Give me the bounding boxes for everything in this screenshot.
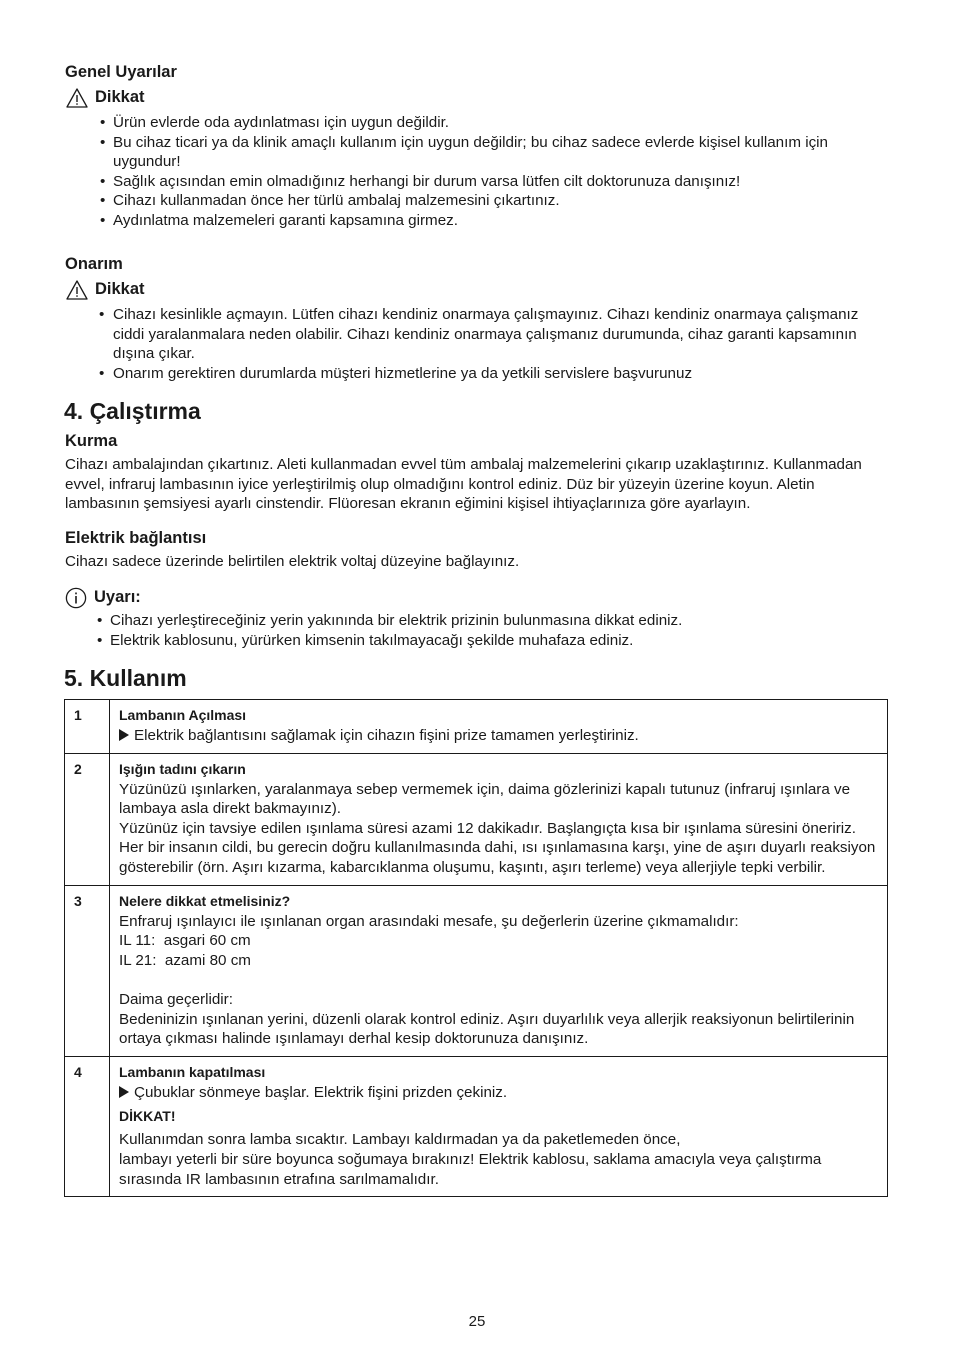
step-content bbox=[110, 1056, 888, 1196]
warning-triangle-icon bbox=[66, 88, 88, 108]
list-item: • Elektrik kablosunu, yürürken kimsenin takılmayacağı şekilde muhafaza ediniz. bbox=[97, 631, 887, 651]
table-row bbox=[65, 753, 888, 885]
general-warnings-list bbox=[100, 113, 890, 231]
operation-warning bbox=[65, 587, 141, 609]
step-text: lambayı yeterli bir süre boyunca soğumaya bırakınız! Elektrik kablosu, saklama amacıyla veya çalıştırma sırasında IR lambasının etrafına sarılmamalıdır. bbox=[119, 1150, 822, 1188]
table-row bbox=[65, 885, 888, 1056]
repair-list bbox=[97, 305, 883, 383]
list-item: • Onarım gerektiren durumlarda müşteri hizmetlerine ya da yetkili servislere başvurunuz bbox=[97, 364, 883, 384]
repair-caution-label: Dikkat bbox=[95, 280, 145, 299]
general-caution bbox=[66, 88, 145, 108]
operation-warning-label: Uyarı: bbox=[94, 588, 141, 607]
step-content bbox=[110, 885, 888, 1056]
step-text: Yüzünüz için tavsiye edilen ışınlama süresi azami 12 dakikadır. Başlangıçta kısa bir ışınlama süresini öneririz. Her bir insanın cildi, bu gerecin doğru kullanılmasında dahi, ısı ışınlamasına karşı, yine de aşırı duyarlı reaksiyon gösterebilir (örn. Aşırı kızarma, kabarcıklanma oluşumu, kaşıntı, aşırı terleme) veya allerjiyle tepki verbilir. bbox=[119, 819, 876, 876]
list-item: • Sağlık açısından emin olmadığınız herhangi bir durum varsa lütfen cilt doktorunuza danışınız! bbox=[100, 172, 890, 192]
step-content bbox=[110, 753, 888, 885]
list-item: • Cihazı kullanmadan önce her türlü ambalaj malzemesini çıkartınız. bbox=[100, 191, 890, 211]
warning-triangle-icon bbox=[66, 280, 88, 300]
page-number: 25 bbox=[468, 1313, 486, 1330]
step-title: Lambanın Açılması bbox=[119, 707, 247, 723]
setup-text: Cihazı ambalajından çıkartınız. Aleti kullanmadan evvel tüm ambalaj malzemelerini çıkarıp uzaklaştırınız. Kullanmadan evvel, infraruj lambasının iyice yerleştirilmiş olup olmadığını kontrol ediniz. Düz bir yüzeyin üzerine koyun. Aletin lambasının şemsiyesi ayarlı cinstendir. Flüoresan ekranın eğimini kişisel ihtiyaçlarınıza göre ayarlayın. bbox=[65, 456, 862, 513]
table-row bbox=[65, 700, 888, 754]
info-icon bbox=[65, 587, 87, 609]
operation-warning-list bbox=[97, 611, 887, 650]
arrow-right-icon bbox=[119, 1086, 129, 1098]
repair-heading: Onarım bbox=[65, 255, 123, 273]
step-action-text: Elektrik bağlantısını sağlamak için cihazın fişini prize tamamen yerleştiriniz. bbox=[134, 727, 639, 744]
arrow-right-icon bbox=[119, 729, 129, 741]
step-caution-title: DİKKAT! bbox=[119, 1108, 176, 1125]
step-number: 2 bbox=[65, 753, 110, 885]
general-caution-label: Dikkat bbox=[95, 88, 145, 107]
list-item: • Ürün evlerde oda aydınlatması için uygun değildir. bbox=[100, 113, 890, 133]
step-text: Yüzünüzü ışınlarken, yaralanmaya sebep vermemek için, daima gözlerinizi kapalı tutunuz (infraruj ışınlara ve lambaya asla direkt bakmayınız). bbox=[119, 780, 851, 818]
setup-heading: Kurma bbox=[65, 432, 118, 450]
usage-heading: 5. Kullanım bbox=[64, 665, 187, 691]
step-text: Bedeninizin ışınlanan yerini, düzenli olarak kontrol ediniz. Aşırı duyarlılık veya allerjik reaksiyonun belirtilerinin ortaya çıkması halinde ışınlamayı derhal kesip doktorunuza danışınız. bbox=[119, 1010, 855, 1048]
step-action bbox=[119, 1083, 879, 1103]
step-text: Kullanımdan sonra lamba sıcaktır. Lambayı kaldırmadan ya da paketlemeden önce, bbox=[119, 1131, 681, 1149]
step-title: Lambanın kapatılması bbox=[119, 1063, 266, 1080]
list-item: • Bu cihaz ticari ya da klinik amaçlı kullanım için uygun değildir; bu cihaz sadece evlerde kişisel kullanım için uygundur! bbox=[100, 133, 890, 172]
repair-caution bbox=[66, 280, 145, 300]
electric-connection-heading: Elektrik bağlantısı bbox=[65, 529, 207, 547]
step-content bbox=[110, 700, 888, 754]
list-item: • Cihazı yerleştireceğiniz yerin yakınında bir elektrik prizinin bulunmasına dikkat ediniz. bbox=[97, 611, 887, 631]
distance-il21: IL 21: azami 80 cm bbox=[119, 951, 251, 969]
step-title: Nelere dikkat etmelisiniz? bbox=[119, 892, 291, 909]
step-number: 3 bbox=[65, 885, 110, 1056]
table-row bbox=[65, 1056, 888, 1196]
step-text: Enfraruj ışınlayıcı ile ışınlanan organ arasındaki mesafe, şu değerlerin üzerine çıkmamalıdır: bbox=[119, 912, 739, 930]
electric-connection-text: Cihazı sadece üzerinde belirtilen elektrik voltaj düzeyine bağlayınız. bbox=[65, 553, 520, 570]
usage-steps-table bbox=[64, 699, 888, 1197]
general-warnings-heading: Genel Uyarılar bbox=[65, 63, 177, 81]
list-item: • Aydınlatma malzemeleri garanti kapsamına girmez. bbox=[100, 211, 890, 231]
step-action-text: Çubuklar sönmeye başlar. Elektrik fişini prizden çekiniz. bbox=[134, 1083, 508, 1101]
step-number: 4 bbox=[65, 1056, 110, 1196]
operation-heading: 4. Çalıştırma bbox=[64, 398, 201, 424]
step-action bbox=[119, 726, 879, 746]
distance-il11: IL 11: asgari 60 cm bbox=[119, 932, 251, 950]
step-number: 1 bbox=[65, 700, 110, 754]
step-title: Işığın tadını çıkarın bbox=[119, 760, 246, 777]
list-item: • Cihazı kesinlikle açmayın. Lütfen cihazı kendiniz onarmaya çalışmayınız. Cihazı kendiniz onarmaya çalışmanız ciddi yaralanmalara neden olabilir. Cihazı kendiniz onarmaya çalışmanız durumunda, cihaz garanti kapsamının dışına çıkar. bbox=[97, 305, 883, 364]
step-subheading: Daima geçerlidir: bbox=[119, 990, 233, 1008]
